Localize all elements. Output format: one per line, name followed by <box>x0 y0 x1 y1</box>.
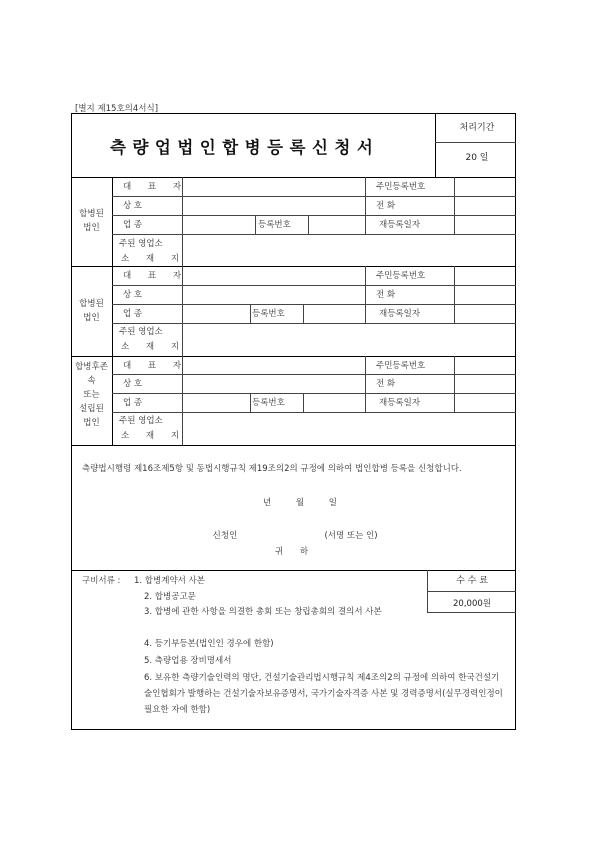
address-label-line2: 소 재 지 <box>121 342 187 352</box>
business-type-label: 업 종 <box>123 220 143 230</box>
phone-label: 전 화 <box>376 290 396 300</box>
address-label-line1: 주된 영업소 <box>119 416 163 426</box>
registration-number-label: 등록번호 <box>252 398 285 408</box>
reregistration-date-label: 재등록일자 <box>379 398 421 408</box>
representative-label: 대 표 자 <box>123 182 189 192</box>
resident-number-label: 주민등록번호 <box>376 271 426 281</box>
address-label-line1: 주된 영업소 <box>119 239 163 249</box>
reregistration-date-label: 재등록일자 <box>379 309 421 319</box>
document-item: 6. 보유한 측량기술인력의 명단, 건설기술관리법시행규칙 제4조의2의 규정에 의하여 한국건설기술인협회가 발행하는 건설기술자보유증명서, 국가기술자격증 사본 및 경력증명서(실무경력인정이 필요한 자에 한함) <box>144 673 503 715</box>
trade-name-label: 상 호 <box>123 290 143 300</box>
phone-label: 전 화 <box>376 379 396 389</box>
document-item: 2. 합병공고문 <box>144 592 196 602</box>
documents-prefix: 구비서류 : <box>82 576 121 586</box>
resident-number-label: 주민등록번호 <box>376 361 426 371</box>
form-number-label: [별지 제15호의4서식] <box>75 104 159 114</box>
document-item: 1. 합병계약서 사본 <box>134 576 205 586</box>
resident-number-label: 주민등록번호 <box>376 182 426 192</box>
application-statement: 측량법시행령 제16조제5항 및 동법시행규칙 제19조의2의 규정에 의하여 법인합병 등록을 신청합니다. <box>82 464 462 474</box>
recipient-label: 귀 하 <box>274 547 316 557</box>
registration-number-label: 등록번호 <box>258 220 291 230</box>
document-item: 4. 등기부등본(법인인 경우에 한함) <box>144 639 274 649</box>
date-line: 년 월 일 <box>262 498 338 508</box>
phone-label: 전 화 <box>376 201 396 211</box>
representative-label: 대 표 자 <box>123 361 189 371</box>
trade-name-label: 상 호 <box>123 379 143 389</box>
group-3-label: 합병후존 속 또는 설립된 법인 <box>75 362 108 428</box>
address-label-line2: 소 재 지 <box>121 254 187 264</box>
processing-period-label: 처리기간 <box>459 123 495 133</box>
address-label-line1: 주된 영업소 <box>119 327 163 337</box>
group-1-label: 합병된 법인 <box>79 209 104 233</box>
address-label-line2: 소 재 지 <box>121 431 187 441</box>
signature-note: (서명 또는 인) <box>324 531 378 541</box>
form-title: 측량업법인합병등록신청서 <box>110 138 380 157</box>
reregistration-date-label: 재등록일자 <box>379 220 421 230</box>
representative-label: 대 표 자 <box>123 271 189 281</box>
registration-number-label: 등록번호 <box>252 309 285 319</box>
processing-period-value: 20 일 <box>465 153 489 163</box>
document-item: 5. 측량업용 장비명세서 <box>144 656 232 666</box>
business-type-label: 업 종 <box>123 309 143 319</box>
business-type-label: 업 종 <box>123 398 143 408</box>
document-item: 3. 합병에 관한 사항을 의결한 총회 또는 창립총회의 결의서 사본 <box>144 607 382 617</box>
fee-label: 수 수 료 <box>456 576 488 586</box>
trade-name-label: 상 호 <box>123 201 143 211</box>
applicant-label: 신청인 <box>212 531 238 541</box>
group-2-label: 합병된 법인 <box>79 299 104 323</box>
fee-amount: 20,000원 <box>453 599 491 609</box>
